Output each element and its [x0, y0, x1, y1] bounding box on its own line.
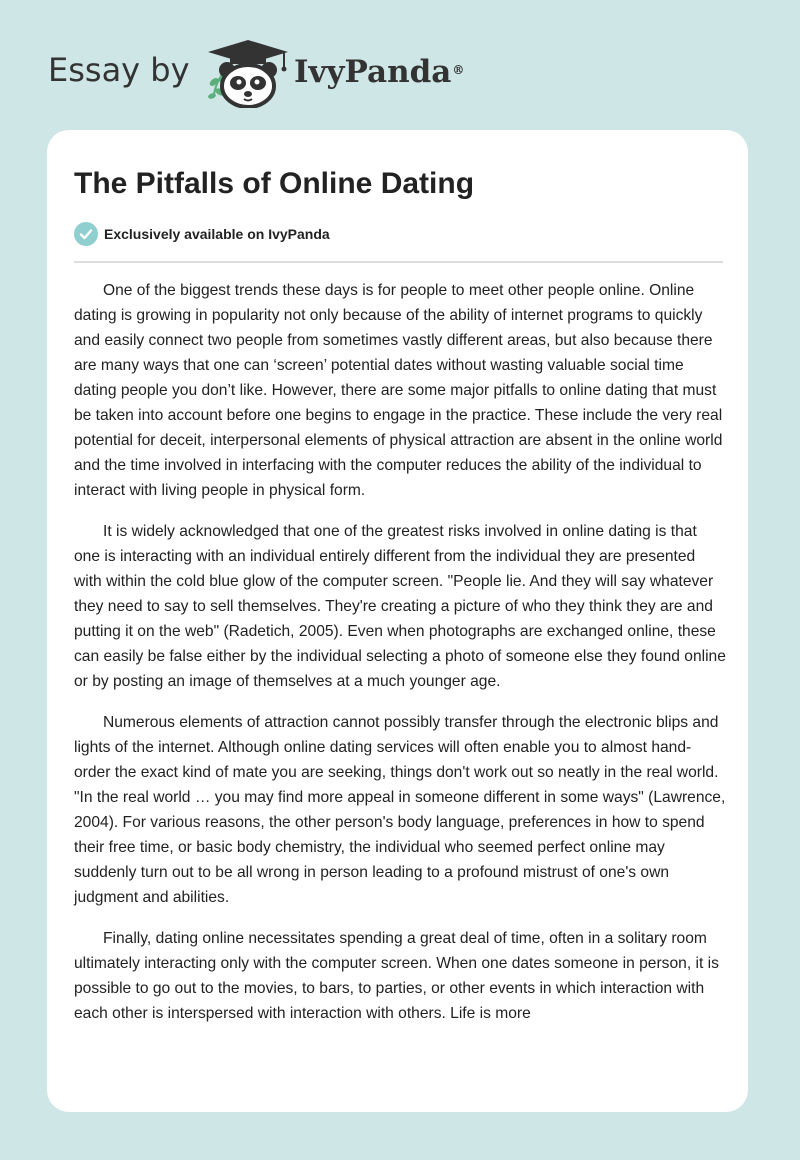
- essay-paragraph-3: Numerous elements of attraction cannot possibly transfer through the electronic blips and lights of the internet. Although online dating services will often enable you to almost hand-order the exact kind of mate you are seeking, things don't work out so neatly in the real world. "In the real world … you may find more appeal in someone different in some ways" (Lawrence, 2004). For various reasons, the other person's body language, preferences in how to spend their free time, or basic body chemistry, the individual who seemed perfect online may suddenly turn out to be all wrong in person leading to a profound mistrust of one's own judgment and abilities.: [74, 714, 726, 906]
- brand-name-text: IvyPanda: [294, 54, 452, 90]
- check-circle-icon: [74, 222, 98, 246]
- divider: [74, 261, 723, 263]
- essay-card: [47, 130, 748, 1112]
- essay-paragraph-2: It is widely acknowledged that one of the greatest risks involved in online dating is that one is interacting with an individual entirely different from the individual they are presented with within the cold blue glow of the computer screen. "People lie. And they will say whatever they need to say to sell themselves. They're creating a picture of who they think they are and putting it on the web" (Radetich, 2005). Even when photographs are exchanged online, these can easily be false either by the individual selecting a photo of someone else they found online or by posting an image of themselves at a much younger age.: [74, 523, 726, 690]
- essay-body: [74, 278, 726, 1042]
- essay-paragraph-4: Finally, dating online necessitates spending a great deal of time, often in a solitary room ultimately interacting only with the computer screen. When one dates someone in person, it is possible to go out to the movies, to bars, to parties, or other events in which interaction with each other is interspersed with interaction with others. Life is more: [74, 930, 719, 1022]
- ivypanda-brand-name[interactable]: [294, 54, 464, 90]
- registered-mark: ®: [452, 63, 465, 77]
- exclusive-badge-text: Exclusively available on IvyPanda: [104, 226, 330, 242]
- exclusive-badge: [74, 222, 330, 246]
- essay-by-label: Essay by: [48, 51, 190, 89]
- essay-paragraph-1: One of the biggest trends these days is for people to meet other people online. Online dating is growing in popularity not only because of the ability of internet programs to quickly and easily connect two people from sometimes vastly different areas, but also because there are many ways that one can ‘screen’ potential dates without wasting valuable social time dating people you don’t like. However, there are some major pitfalls to online dating that must be taken into account before one begins to engage in the practice. These include the very real potential for deceit, interpersonal elements of physical attraction are absent in the online world and the time involved in interfacing with the computer reduces the ability of the individual to interact with living people in physical form.: [74, 282, 723, 499]
- essay-title: The Pitfalls of Online Dating: [74, 167, 475, 200]
- site-header: [0, 0, 800, 130]
- panda-graduate-logo[interactable]: [200, 36, 296, 108]
